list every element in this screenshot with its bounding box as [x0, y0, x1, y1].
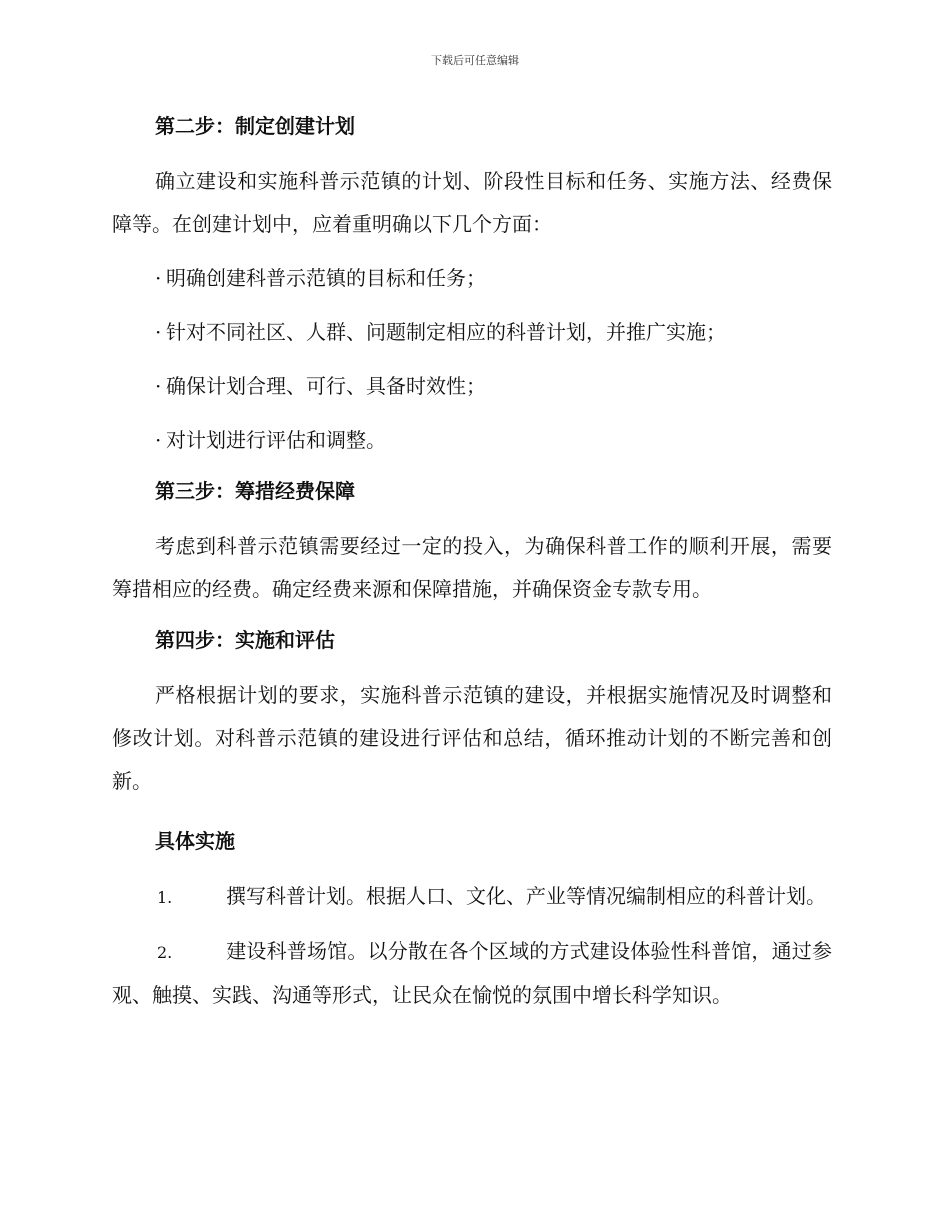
section-heading: 第二步：制定创建计划 [155, 114, 355, 138]
item-number: 1. [157, 888, 173, 907]
bullet-dot-icon: · [155, 428, 162, 452]
section-paragraph: 考虑到科普示范镇需要经过一定的投入，为确保科普工作的顺利开展，需要筹措相应的经费。确定经费来源和保障措施，并确保资金专款专用。 [112, 534, 832, 601]
bullet-text: 对计划进行评估和调整。 [166, 428, 386, 452]
numbered-item [112, 930, 832, 1017]
item-number: 2. [157, 943, 173, 962]
section-heading: 第三步：筹措经费保障 [155, 479, 355, 503]
bullet-dot-icon: · [155, 266, 162, 290]
section-heading: 第四步：实施和评估 [155, 628, 335, 652]
bullet-item [112, 311, 832, 354]
bullet-item [112, 419, 832, 462]
section-paragraph: 确立建设和实施科普示范镇的计划、阶段性目标和任务、实施方法、经费保障等。在创建计划中，应着重明确以下几个方面： [112, 169, 832, 236]
section-paragraph: 严格根据计划的要求，实施科普示范镇的建设，并根据实施情况及时调整和修改计划。对科普示范镇的建设进行评估和总结，循环推动计划的不断完善和创新。 [112, 683, 832, 793]
document-body [112, 108, 832, 1028]
bullet-item [112, 365, 832, 408]
bullet-item [112, 257, 832, 300]
item-text: 建设科普场馆。以分散在各个区域的方式建设体验性科普馆，通过参观、触摸、实践、沟通等形式，让民众在愉悦的氛围中增长科学知识。 [112, 939, 832, 1007]
bullet-dot-icon: · [155, 374, 162, 398]
section-heading: 具体实施 [155, 829, 235, 853]
numbered-item [112, 875, 832, 919]
item-text: 撰写科普计划。根据人口、文化、产业等情况编制相应的科普计划。 [226, 884, 826, 908]
bullet-text: 针对不同社区、人群、问题制定相应的科普计划，并推广实施； [166, 320, 726, 344]
bullet-text: 明确创建科普示范镇的目标和任务； [166, 266, 486, 290]
page-header: 下载后可任意编辑 [431, 54, 519, 67]
bullet-dot-icon: · [155, 320, 162, 344]
bullet-text: 确保计划合理、可行、具备时效性； [166, 374, 486, 398]
